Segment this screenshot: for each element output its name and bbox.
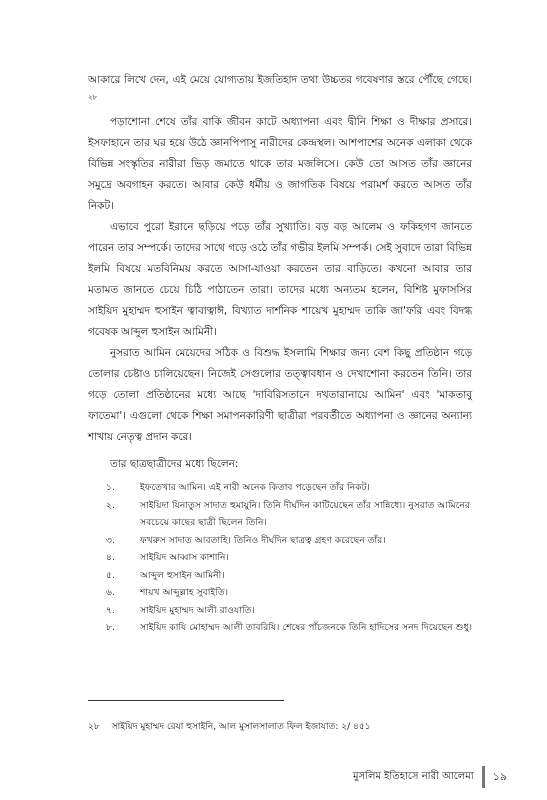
list-item-number: ৮.	[106, 622, 115, 633]
list-item	[88, 619, 472, 637]
list-item	[88, 584, 472, 602]
list-item-text: সাইয়িদ আব্বাস কাশানি।	[140, 552, 229, 563]
page-number: ১৯	[492, 769, 507, 783]
list-item-text: শায়খ আব্দুল্লাহ সুবাইতি।	[140, 587, 229, 598]
list-item	[88, 497, 472, 532]
footnote	[88, 720, 472, 734]
list-item-text: সাইয়িদ কাযি মোহাম্মদ আলী তাবরিযি। শেষের পাঁচজনকে তিনি হাদিসের সনদ দিয়েছেন শুধু।	[140, 622, 472, 633]
list-item-number: ২.	[106, 499, 115, 511]
list-item-text: আব্দুল হুসাইন আমিনী।	[140, 569, 225, 581]
list-item-number: ৪.	[106, 552, 115, 563]
page-footer	[353, 766, 507, 788]
footnote-number: ২৮	[88, 722, 100, 732]
list-item	[88, 567, 472, 585]
list-item	[88, 532, 472, 550]
students-list	[88, 479, 472, 637]
students-list-intro: তার ছাত্রছাত্রীদের মধ্যে ছিলেন:	[110, 458, 239, 470]
paragraph-2: পড়াশোনা শেষে তাঁর বাকি জীবন কাটে অধ্যাপনা এবং দ্বীনি শিক্ষা ও দীক্ষার প্রসারে। ইসফাহানে তার ঘর হয়ে উঠে জ্ঞানপিপাসু নারীদের কেন্দ্রস্থল। আশপাশের অনেক এলাকা থেকে বিভিন্ন সংস্কৃতির নারীরা ভিড় জমাতে থাকে তার মজলিসে। কেউ তো আসত তাঁর জ্ঞানের সমুদ্রে অবগাহন করতে। আবার কেউ ধর্মীয় ও জাগতিক বিষয়ে পরামর্শ করতে আসত তাঁর নিকট।	[88, 116, 472, 212]
list-item	[88, 602, 472, 620]
paragraph-1-text: আকারে লিখে দেন, এই মেয়ে যোগ্যতায় ইজতিহাদ তথা উচ্চতর গবেষণার স্তরে পৌঁছে গেছে।	[88, 74, 472, 86]
list-item-text: ইফতেখার আমিন। এই নারী অনেক কিতাব পড়েছেন তাঁর নিকট।	[140, 482, 370, 493]
paragraph-4: নুসরাত আমিন মেয়েদের সঠিক ও বিশুদ্ধ ইসলামি শিক্ষার জন্য বেশ কিছু প্রতিষ্ঠান গড়ে তোলার চেষ্টাও চালিয়েছেন। নিজেই সেগুলোর তত্ত্বাবধান ও দেখাশোনা করতেন তিনি। তার গড়ে তোলা প্রতিষ্ঠানের মধ্যে আছে 'দাবিরিসতানে দখতারানায়ে আমিন' এবং 'মাকতাবু ফাতেমা'। এগুলো থেকে শিক্ষা সমাপনকারিণী ছাত্রীরা পরবর্তীতে অধ্যাপনা ও জ্ঞানের অন্যান্য শাখায় নেতৃত্ব প্রদান করে।	[88, 347, 472, 443]
paragraph-3: এভাবে পুরো ইরানে ছড়িয়ে পড়ে তাঁর সুখ্যাতি। বড় বড় আলেম ও ফকিহগণ জানতে পারেন তার সম্পর্কে। তাদের সাথে গড়ে ওঠে তাঁর গভীর ইলমি সম্পর্ক। সেই সুবাদে তারা বিভিন্ন ইলমি বিষয়ে মতবিনিময় করতে আসা-যাওয়া করতেন তার বাড়িতে। কখনো আবার তার মতামত জানতে চেয়ে চিঠি পাঠাতেন তারা। তাদের মধ্যে অন্যতম হলেন, বিশিষ্ট মুফাসসির সাইয়িদ মুহাম্মদ হুসাইন ত্বাবাত্বাঈ, বিখ্যাত দার্শনিক শায়েখ মুহাম্মদ তাকি জা'ফরি এবং বিদগ্ধ গবেষক আব্দুল হুসাইন আমিনী।	[88, 221, 472, 338]
body-text	[88, 70, 472, 637]
paragraph-1	[88, 70, 472, 112]
list-item-number: ৬.	[106, 587, 115, 598]
list-item-text: সাইয়িদা যিনাতুস সাদাত হুমায়ুনি। তিনি দীর্ঘদিন কাটিয়েছেন তাঁর সান্নিধ্যে। নুসরাত আমিনের সবচেয়ে কাছের ছাত্রী ছিলেন তিনি।	[140, 499, 470, 528]
list-item	[88, 549, 472, 567]
list-item-text: সাইয়িদ মুহাম্মদ আলী রাওযাতি।	[140, 604, 255, 616]
footer-divider	[482, 766, 485, 788]
list-item-text: ফখরুস সাদাত আবতাহি। তিনিও দীর্ঘদিন ছাত্রত্ব গ্রহণ করেছেন তাঁর।	[140, 534, 386, 546]
list-item-number: ৭.	[106, 604, 115, 616]
footnote-divider	[88, 700, 284, 701]
list-item-number: ১.	[106, 482, 115, 493]
list-item	[88, 479, 472, 497]
footnote-reference: ২৮	[88, 93, 98, 102]
running-book-title: মুসলিম ইতিহাসে নারী আলেমা	[352, 770, 474, 782]
list-item-number: ৩.	[106, 534, 115, 546]
list-item-number: ৫.	[106, 569, 115, 581]
footnote-text: সাইয়িদ মুহাম্মদ রেযা হুসাইনি, আল মুসালসালাত ফিল ইজাযাত: ২/ ৪৫১	[111, 722, 371, 732]
